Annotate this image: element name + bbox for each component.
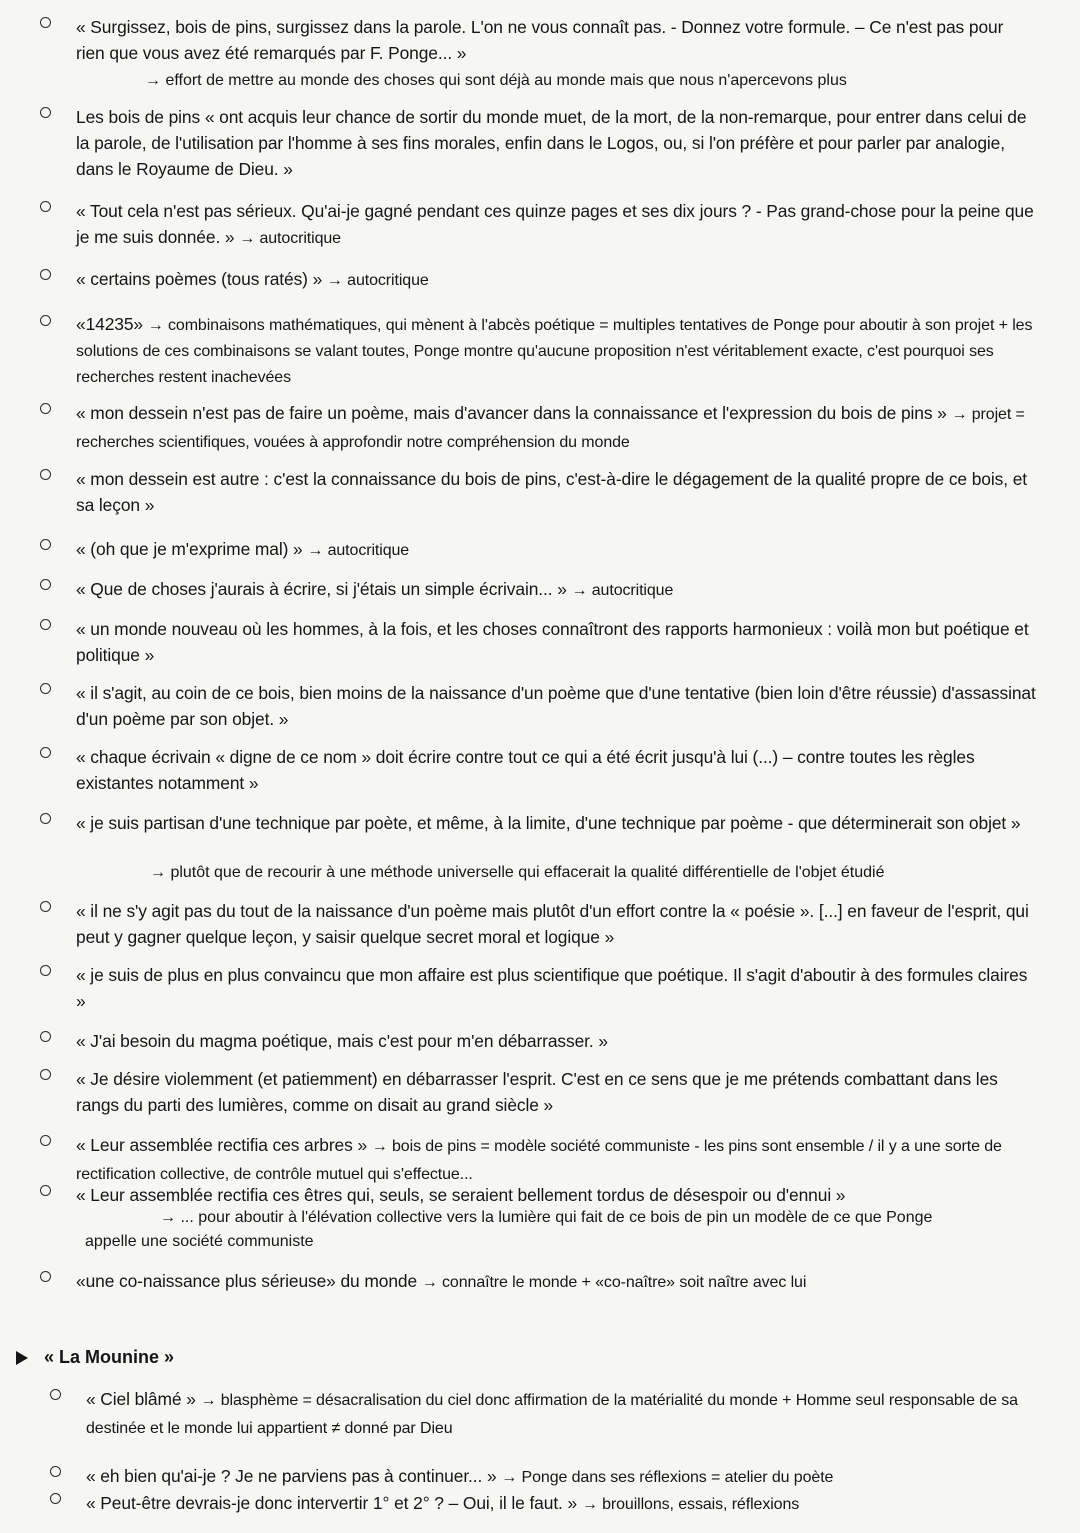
list-item: « Tout cela n'est pas sérieux. Qu'ai-je gagné pendant ces quinze pages et ses dix jours ? - Pas grand-chose pour la peine que je me suis donnée. » → autocritique [76,198,1036,252]
list-item: « chaque écrivain « digne de ce nom » doit écrire contre tout ce qui a été écrit jusqu'à lui (...) – contre toutes les règles existantes notamment » [76,744,1036,796]
bullet-icon [40,315,51,326]
list-item: « (oh que je m'exprime mal) » → autocritique [76,536,1036,564]
bullet-icon [40,201,51,212]
list-item: « mon dessein n'est pas de faire un poème, mais d'avancer dans la connaissance et l'expression du bois de pins » → projet = recherches scientifiques, vouées à approfondir notre compréhension du monde [76,400,1036,456]
list-item: « Surgissez, bois de pins, surgissez dans la parole. L'on ne vous connaît pas. - Donnez votre formule. – Ce n'est pas pour rien que vous avez été remarqués par F. Ponge... » [76,14,1036,66]
bullet-icon [40,107,51,118]
section-heading: « La Mounine » [16,1347,174,1368]
list-item: «une co-naissance plus sérieuse» du monde → connaître le monde + «co-naître» soit naître avec lui [76,1268,1036,1296]
bullet-icon [40,17,51,28]
bullet-icon [40,1135,51,1146]
list-item: « Ciel blâmé » → blasphème = désacralisation du ciel donc affirmation de la matérialité du monde + Homme seul responsable de sa destinée et le monde lui appartient ≠ donné par Dieu [86,1386,1036,1442]
list-item: « il ne s'y agit pas du tout de la naissance d'un poème mais plutôt d'un effort contre la « poésie ». [...] en faveur de l'esprit, qui peut y gagner quelque leçon, y saisir quelque secret moral et logique » [76,898,1036,950]
bullet-icon [40,269,51,280]
list-item: « Leur assemblée rectifia ces arbres » → bois de pins = modèle société communiste - les pins sont ensemble / il y a une sorte de rectification collective, de contrôle mutuel qui s'effectue... [76,1132,1036,1188]
list-item: « Que de choses j'aurais à écrire, si j'étais un simple écrivain... » → autocritique [76,576,1036,604]
sub-note: → ... pour aboutir à l'élévation collective vers la lumière qui fait de ce bois de pin un modèle de ce que Ponge [160,1209,933,1226]
arrowhead-bullet-icon [16,1351,28,1365]
list-item: « J'ai besoin du magma poétique, mais c'est pour m'en débarrasser. » [76,1028,1036,1054]
list-item: «14235» → combinaisons mathématiques, qui mènent à l'abcès poétique = multiples tentatives de Ponge pour aboutir à son projet + les solutions de ces combinaisons se valant toutes, Ponge montre qu'aucune proposition n'est véritablement exacte, c'est pourquoi ses recherches restent inachevées [76,312,1036,390]
list-item: « Leur assemblée rectifia ces êtres qui, seuls, se seraient bellement tordus de désespoir ou d'ennui » [76,1182,1036,1208]
list-item: « il s'agit, au coin de ce bois, bien moins de la naissance d'un poème que d'une tentative (bien loin d'être réussie) d'assassinat d'un poème par son objet. » [76,680,1036,732]
bullet-icon [40,469,51,480]
bullet-icon [40,1271,51,1282]
list-item: « certains poèmes (tous ratés) » → autocritique [76,266,1036,294]
sub-note-continued: appelle une société communiste [85,1233,314,1250]
bullet-icon [40,539,51,550]
sub-note: → effort de mettre au monde des choses qui sont déjà au monde mais que nous n'apercevons plus [145,72,847,89]
bullet-icon [40,965,51,976]
list-item: « Peut-être devrais-je donc intervertir 1° et 2° ? – Oui, il le faut. » → brouillons, essais, réflexions [86,1490,1036,1518]
list-item: Les bois de pins « ont acquis leur chance de sortir du monde muet, de la mort, de la non-remarque, pour entrer dans celui de la parole, de l'utilisation par l'homme à ses fins morales, enfin dans le Logos, ou, si l'on préfère et pour parler par analogie, dans le Royaume de Dieu. » [76,104,1036,182]
list-item: « eh bien qu'ai-je ? Je ne parviens pas à continuer... » → Ponge dans ses réflexions = atelier du poète [86,1463,1036,1491]
bullet-icon [50,1389,61,1400]
list-item: « Je désire violemment (et patiemment) en débarrasser l'esprit. C'est en ce sens que je me prétends combattant dans les rangs du parti des lumières, comme on disait au grand siècle » [76,1066,1036,1118]
bullet-icon [40,1031,51,1042]
bullet-icon [50,1493,61,1504]
bullet-icon [40,747,51,758]
list-item: « je suis partisan d'une technique par poète, et même, à la limite, d'une technique par poème - que déterminerait son objet » [76,810,1036,836]
bullet-icon [40,901,51,912]
sub-note: → plutôt que de recourir à une méthode universelle qui effacerait la qualité différentielle de l'objet étudié [150,864,885,881]
bullet-icon [40,1185,51,1196]
bullet-icon [40,683,51,694]
bullet-icon [40,619,51,630]
list-item: « un monde nouveau où les hommes, à la fois, et les choses connaîtront des rapports harmonieux : voilà mon but poétique et politique » [76,616,1036,668]
bullet-icon [40,813,51,824]
bullet-icon [40,1069,51,1080]
bullet-icon [50,1466,61,1477]
list-item: « je suis de plus en plus convaincu que mon affaire est plus scientifique que poétique. Il s'agit d'aboutir à des formules claires » [76,962,1036,1014]
list-item: « mon dessein est autre : c'est la connaissance du bois de pins, c'est-à-dire le dégagement de la qualité propre de ce bois, et sa leçon » [76,466,1036,518]
bullet-icon [40,403,51,414]
bullet-icon [40,579,51,590]
